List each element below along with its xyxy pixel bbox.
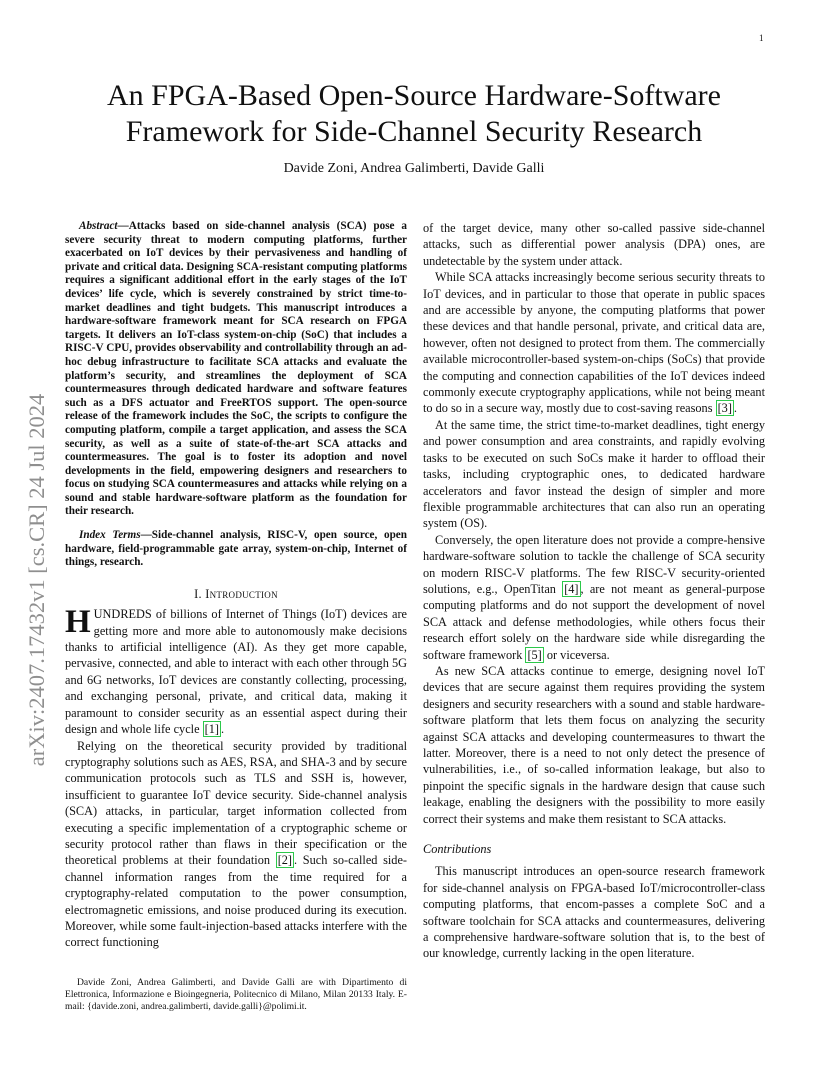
- intro-paragraph-6: [423, 532, 765, 663]
- title-line-1: An FPGA-Based Open-Source Hardware-Software: [107, 79, 721, 112]
- paper-title: [60, 78, 768, 150]
- index-terms-text: —Side-channel analysis, RISC-V, open source, open hardware, field-programmable gate array, system-on-chip, Internet of things, research.: [65, 529, 407, 569]
- left-column: [65, 220, 407, 951]
- intro-p6-text-b: , are not meant as general-purpose computing platforms and do not support the development of novel SCA attack and defense methodologies, while others focus their research effort solely on the hardware side while disregarding the software framework: [423, 581, 765, 662]
- subsection-heading-contributions: Contributions: [423, 842, 492, 857]
- right-column: [423, 220, 765, 962]
- citation-link-3[interactable]: [3]: [717, 401, 732, 416]
- intro-p4-text: While SCA attacks increasingly become serious security threats to IoT devices, and in particular to those that operate in public spaces and are accessible by anyone, the computing platforms that power these devices and that handle personal, private, and critical data are, however, often not designed to protect from them. The commercially available microcontroller-based system-on-chips (SoCs) that provide the computing and connection capabilities of the IoT devices indeed commonly execute cryptography applications, while not being meant to do so in a secure way, mostly due to cost-saving reasons: [423, 270, 765, 416]
- abstract: [65, 220, 407, 519]
- drop-cap: H: [65, 604, 91, 641]
- intro-p2-text: Relying on the theoretical security provided by traditional cryptography solutions such as AES, RSA, and SHA-3 and by secure communication protocols such as TLS and SSH is, however, insufficient to guarantee IoT device security. Side-channel analysis (SCA) attacks, in particular, target information collected from executing a specific implementation of a cryptographic scheme or security protocol rather than flaws in their specification or the theoretical problems at their foundation: [65, 738, 407, 868]
- intro-paragraph-4: While SCA attacks increasingly become serious security threats to IoT devices, and in particular to those that operate in public spaces and are accessible by anyone, the computing platforms that power these devices and that handle personal, private, and critical data are, however, often not designed to protect from them. The commercially available microcontroller-based system-on-chips (SoCs) that provide the computing and connection capabilities of the IoT devices indeed commonly execute cryptography applications, while not being meant to do so in a secure way, mostly due to cost-saving reasons [3] .: [423, 270, 765, 416]
- intro-p2-cont: Such so-called side-channel information ranges from the time required for a cryptography-related computation to the power consumption, electromagnetic emissions, and noise produced during its execution. Moreover, while some fault-injection-based attacks interfere with the correct functioning: [65, 853, 407, 950]
- page-number: 1: [759, 33, 764, 43]
- intro-paragraph-2: Relying on the theoretical security provided by traditional cryptography solutions such as AES, RSA, and SHA-3 and by secure communication protocols such as TLS and SSH is, however, insufficient to guarantee IoT device security. Side-channel analysis (SCA) attacks, in particular, target information collected from executing a specific implementation of a cryptographic scheme or security protocol rather than flaws in their specification or the theoretical problems at their foundation [2] . Such so-called side-channel information ranges from the time required for a cryptography-related computation to the power consumption, electromagnetic emissions, and noise produced during its execution. Moreover, while some fault-injection-based attacks interfere with the correct functioning: [65, 738, 407, 950]
- intro-paragraph-7: As new SCA attacks continue to emerge, designing novel IoT devices that are secure against them requires providing the system designers and security researchers with a sound and stable hardware-software platform that lets them focus on analyzing the security against SCA attacks and developing countermeasures to thwart the latter. Moreover, there is a need to not only detect the presence of vulnerabilities, i.e., of so-called information leakage, but also to pinpoint the specific signals in the hardware design that cause such leakage, enabling the designers with the possibility to more easily correct their systems and make them resistant to SCA attacks.: [423, 663, 765, 826]
- intro-p6-text-c: or viceversa.: [546, 647, 610, 662]
- citation-link-5[interactable]: [5]: [527, 647, 542, 662]
- section-heading-introduction: I. Introduction: [194, 586, 278, 601]
- intro-paragraph-3: of the target device, many other so-called passive side-channel attacks, such as differential power analysis (DPA) ones, are undetectable by the system under attack.: [423, 221, 765, 268]
- abstract-label: Abstract: [79, 220, 118, 232]
- citation-link-2[interactable]: [2]: [277, 853, 293, 868]
- title-line-2: Framework for Side-Channel Security Research: [125, 115, 703, 148]
- arxiv-stamp-text: arXiv:2407.17432v1 [cs.CR] 24 Jul 2024: [24, 393, 49, 767]
- abstract-text: —Attacks based on side-channel analysis (SCA) pose a severe security threat to modern computing platforms, further exacerbated on IoT devices by their pervasiveness and handling of private and critical data. Designing SCA-resistant computing platforms requires a significant additional effort in the early stages of the IoT devices’ life cycle, which is severely constrained by strict time-to-market deadlines and tight budgets. This manuscript introduces a hardware-software framework meant for SCA research on FPGA targets. It delivers an IoT-class system-on-chip (SoC) that includes a RISC-V CPU, provides observability and controllability through an ad-hoc debug infrastructure to facilitate SCA attacks and evaluate the platform’s security, and streamlines the deployment of SCA countermeasures through dedicated hardware and software features such as a DFS actuator and FreeRTOS support. The open-source release of the framework includes the SoC, the scripts to configure the computing platform, compile a target application, and assess the SCA security, as well as a suite of state-of-the-art SCA attacks and countermeasures. The goal is to foster its adoption and novel developments in the field, empowering designers and researchers to focus on studying SCA countermeasures and attacks while relying on a sound and stable hardware-software platform as the foundation for their research.: [65, 220, 407, 518]
- author-list: Davide Zoni, Andrea Galimberti, Davide Galli: [283, 161, 545, 176]
- intro-paragraph-1: HUNDREDS of billions of Internet of Things (IoT) devices are getting more and more able to autonomously make decisions thanks to artificial intelligence (AI). As they get more capable, pervasive, connected, and able to interact with each other through 5G and 6G networks, IoT devices are constantly collecting, processing, and exchanging personal, private, and critical data, making it paramount to consider security as an essential aspect during their design and whole life cycle [1] .: [65, 604, 407, 737]
- intro-paragraph-5: At the same time, the strict time-to-market deadlines, tight energy and power consumption and area constraints, and rapidly evolving tasks to be executed on such SoCs make it harder to offload their tasks, including cryptographic ones, to dedicated hardware accelerators and favor instead the design of simpler and more flexible programmable architectures that can also run an operating system (OS).: [423, 417, 765, 531]
- contributions-paragraph: This manuscript introduces an open-source research framework for side-channel analysis on FPGA-based IoT/microcontroller-class computing platforms, that encom-passes a complete SoC and a software toolchain for SCA attacks and countermeasures, delivering a comprehensive hardware-software solution that is, to the best of our knowledge, currently lacking in the open literature.: [423, 864, 765, 961]
- intro-p6-text-a: Conversely, the open literature does not provide a compre-hensive hardware-software solution to tackle the challenge of SCA security on modern RISC-V platforms. The few RISC-V security-oriented solutions, e.g., OpenTitan: [423, 532, 765, 596]
- citation-link-1[interactable]: [1]: [204, 722, 219, 737]
- intro-p1-text: UNDREDS of billions of Internet of Things (IoT) devices are getting more and more able to autonomously make decisions thanks to artificial intelligence (AI). As they get more capable, pervasive, connected, and able to interact with each other through 5G and 6G networks, IoT devices are constantly collecting, processing, and exchanging personal, private, and critical data, making it paramount to consider security as an essential aspect during their design and whole life cycle: [65, 607, 407, 737]
- citation-link-4[interactable]: [4]: [564, 581, 579, 596]
- index-terms: [65, 529, 407, 570]
- index-terms-label: Index Terms: [79, 529, 141, 542]
- author-affiliation-footnote: Davide Zoni, Andrea Galimberti, and Davide Galli are with Dipartimento di Elettronica, Informazione e Bioingegneria, Politecnico di Milano, Milan 20133 Italy. E-mail: {davide.zoni, andrea.galimberti, davide.galli}@polimi.it.: [65, 977, 407, 1012]
